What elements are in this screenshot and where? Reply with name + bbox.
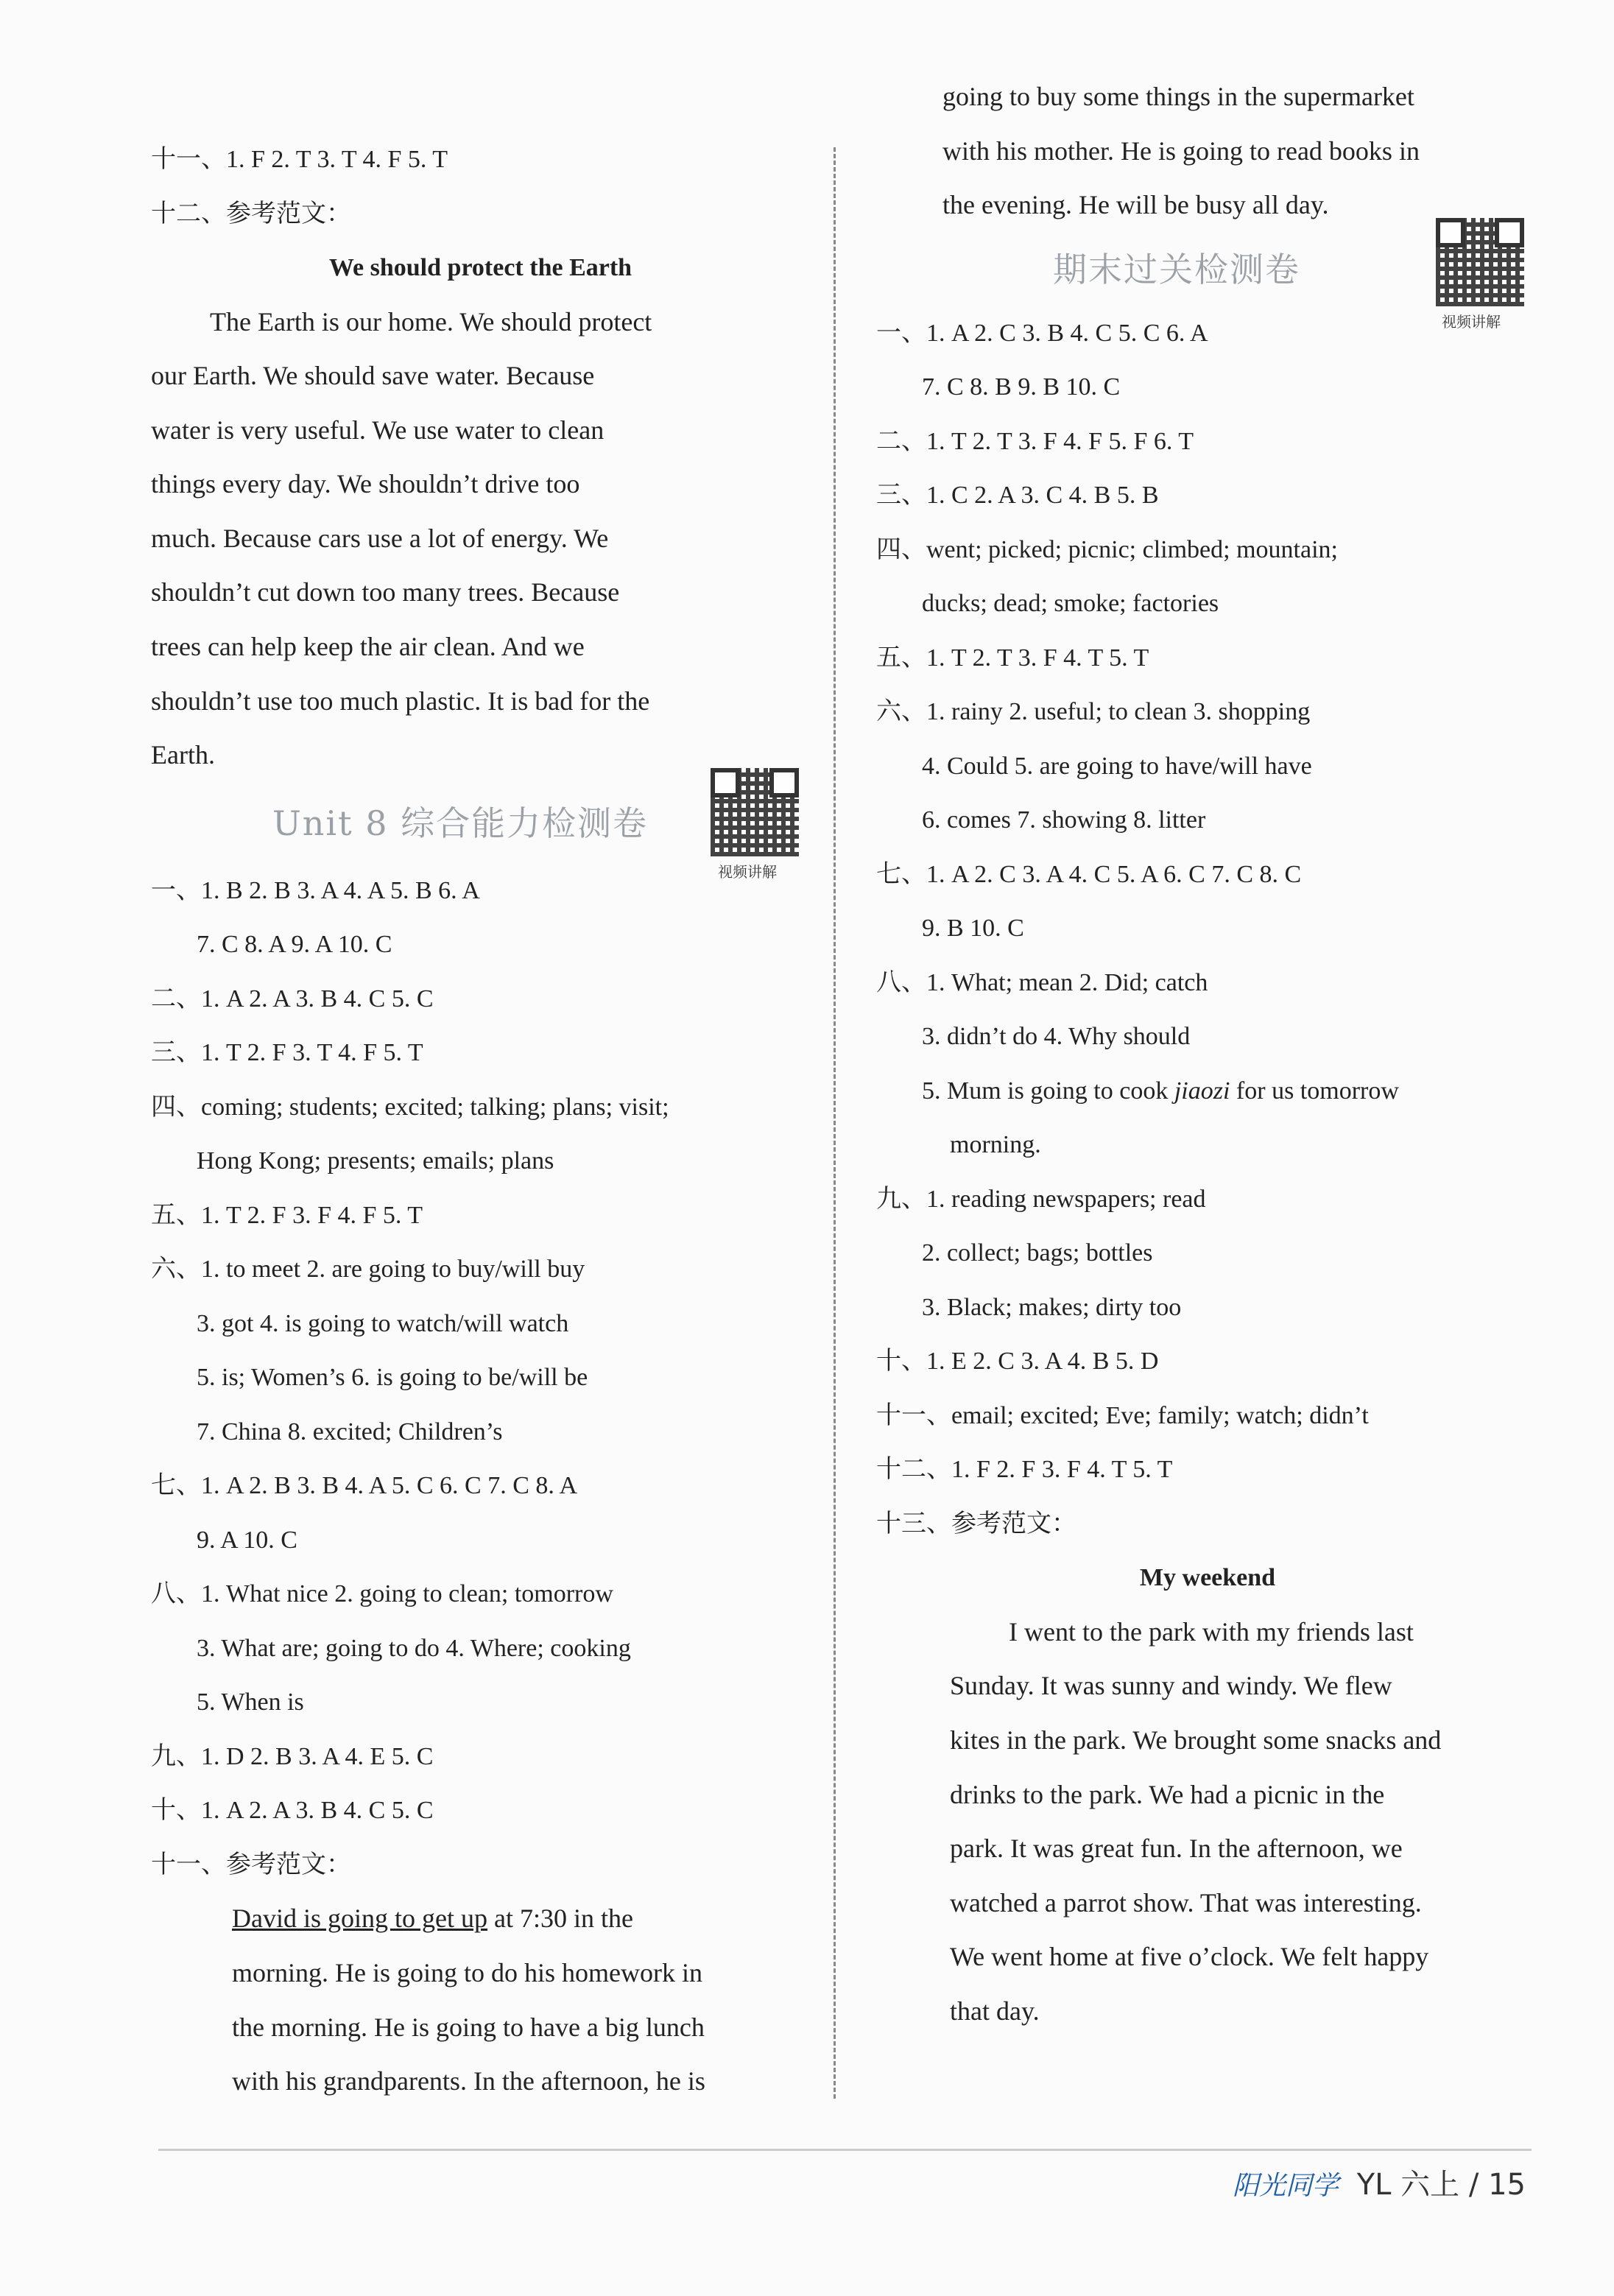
- answer-line: 十一、email; excited; Eve; family; watch; didn’t: [876, 1401, 1369, 1429]
- essay-line: our Earth. We should save water. Because: [151, 361, 595, 391]
- column-divider: [834, 147, 836, 2099]
- answer-line: 3. Black; makes; dirty too: [922, 1293, 1182, 1321]
- qr-label: 视频讲解: [1442, 312, 1501, 331]
- answer-line: 十、1. A 2. A 3. B 4. C 5. C: [151, 1797, 434, 1825]
- qr-label: 视频讲解: [718, 862, 777, 881]
- essay-line: shouldn’t cut down too many trees. Because: [151, 577, 620, 608]
- answer-line: 4. Could 5. are going to have/will have: [922, 752, 1312, 780]
- answer-line: Hong Kong; presents; emails; plans: [197, 1147, 554, 1175]
- answer-line: 7. China 8. excited; Children’s: [197, 1418, 503, 1445]
- answer-line: 5. is; Women’s 6. is going to be/will be: [197, 1364, 588, 1392]
- answer-line: 3. What are; going to do 4. Where; cooking: [197, 1634, 631, 1662]
- answer-line: 5. When is: [197, 1688, 304, 1716]
- essay-line: We went home at five o’clock. We felt happy: [950, 1942, 1429, 1972]
- answer-line: 六、1. rainy 2. useful; to clean 3. shopping: [876, 698, 1311, 726]
- essay-line: much. Because cars use a lot of energy. We: [151, 523, 609, 553]
- essay-line: the evening. He will be busy all day.: [942, 190, 1329, 220]
- answer-line: 九、1. D 2. B 3. A 4. E 5. C: [151, 1742, 434, 1770]
- section-title: Unit 8 综合能力检测卷: [272, 803, 649, 843]
- essay-text: at 7:30 in the: [487, 1904, 633, 1934]
- essay-line: trees can help keep the air clean. And we: [151, 632, 585, 662]
- answer-line: 二、1. A 2. A 3. B 4. C 5. C: [151, 985, 434, 1013]
- essay-line: that day.: [950, 1996, 1040, 2026]
- essay-line: The Earth is our home. We should protect: [210, 306, 652, 337]
- essay-line: shouldn’t use too much plastic. It is bad for the: [151, 686, 650, 716]
- answer-line: 6. comes 7. showing 8. litter: [922, 806, 1206, 834]
- essay-continuation: [876, 70, 1539, 233]
- answer-line: ducks; dead; smoke; factories: [922, 590, 1219, 618]
- qr-code-icon[interactable]: [1436, 218, 1524, 306]
- essay-line: things every day. We shouldn’t drive too: [151, 469, 580, 499]
- essay-line: park. It was great fun. In the afternoon, we: [950, 1834, 1403, 1864]
- essay-line: the morning. He is going to have a big lunch: [232, 2012, 705, 2042]
- answer-line: morning.: [950, 1131, 1041, 1159]
- section-header: [876, 233, 1539, 331]
- essay-line: Sunday. It was sunny and windy. We flew: [950, 1671, 1392, 1701]
- section-title: 期末过关检测卷: [1053, 249, 1300, 289]
- essay-line: with his mother. He is going to read books in: [942, 135, 1420, 166]
- answer-line: 七、1. A 2. B 3. B 4. A 5. C 6. C 7. C 8. A: [151, 1472, 578, 1500]
- answer-line: 四、coming; students; excited; talking; plans; visit;: [151, 1093, 669, 1121]
- right-column: [876, 82, 1539, 2039]
- brand-logo: 阳光同学: [1233, 2171, 1339, 2201]
- answer-line: [876, 1064, 1539, 1119]
- essay-line: [232, 1892, 810, 1946]
- essay-line: Earth.: [151, 740, 215, 770]
- essay-line: going to buy some things in the supermarket: [942, 82, 1414, 111]
- answer-line: 五、1. T 2. F 3. F 4. F 5. T: [151, 1201, 423, 1229]
- answer-line: 7. C 8. B 9. B 10. C: [922, 373, 1121, 401]
- answer-line: 3. didn’t do 4. Why should: [922, 1023, 1191, 1051]
- answer-line: 十一、1. F 2. T 3. T 4. F 5. T: [151, 146, 448, 173]
- answer-line: 五、1. T 2. T 3. F 4. T 5. T: [876, 644, 1149, 672]
- answer-line: 六、1. to meet 2. are going to buy/will buy: [151, 1256, 585, 1283]
- essay-line: morning. He is going to do his homework in: [232, 1957, 702, 1987]
- section-header: [151, 783, 810, 881]
- answer-line: 三、1. C 2. A 3. C 4. B 5. B: [876, 482, 1159, 510]
- answer-line: 四、went; picked; picnic; climbed; mountain;: [876, 535, 1338, 563]
- answer-line: 一、1. B 2. B 3. A 4. A 5. B 6. A: [151, 876, 480, 904]
- essay-paragraph: [151, 1892, 810, 2108]
- footer-rule: [158, 2149, 1532, 2151]
- answer-line: 3. got 4. is going to watch/will watch: [197, 1309, 569, 1337]
- answer-line: 三、1. T 2. F 3. T 4. F 5. T: [151, 1039, 423, 1067]
- answer-line: 九、1. reading newspapers; read: [876, 1185, 1206, 1213]
- essay-title: My weekend: [1139, 1564, 1276, 1592]
- answer-line: 八、1. What; mean 2. Did; catch: [876, 968, 1208, 996]
- answer-line: 八、1. What nice 2. going to clean; tomorrow: [151, 1580, 613, 1608]
- answer-line: 9. A 10. C: [197, 1526, 297, 1554]
- essay-paragraph: [876, 1605, 1539, 2039]
- answer-line: 七、1. A 2. C 3. A 4. C 5. A 6. C 7. C 8. C: [876, 860, 1302, 888]
- essay-heading: 十二、参考范文：: [151, 200, 351, 228]
- essay-line: watched a parrot show. That was interesting.: [950, 1887, 1422, 1918]
- italic-text: jiaozi: [1174, 1077, 1230, 1105]
- essay-line: water is very useful. We use water to clean: [151, 415, 605, 445]
- answer-line: 十二、1. F 2. F 3. F 4. T 5. T: [876, 1456, 1173, 1484]
- essay-line: kites in the park. We brought some snacks and: [950, 1725, 1442, 1755]
- essay-line: drinks to the park. We had a picnic in the: [950, 1779, 1385, 1809]
- essay-heading: 十一、参考范文：: [151, 1850, 351, 1878]
- page-footer: [1233, 2161, 1526, 2203]
- answer-line: 十、1. E 2. C 3. A 4. B 5. D: [876, 1348, 1159, 1376]
- answer-text: for us tomorrow: [1230, 1077, 1399, 1105]
- essay-line: I went to the park with my friends last: [1009, 1616, 1414, 1647]
- answer-line: 7. C 8. A 9. A 10. C: [197, 931, 392, 959]
- essay-paragraph: [151, 295, 810, 783]
- answer-line: 2. collect; bags; bottles: [922, 1239, 1153, 1267]
- essay-title: We should protect the Earth: [328, 254, 632, 281]
- essay-heading: 十三、参考范文：: [876, 1510, 1076, 1538]
- answer-line: 9. B 10. C: [922, 915, 1024, 943]
- left-column: [151, 133, 810, 2109]
- answer-text: 5. Mum is going to cook: [922, 1077, 1174, 1105]
- qr-code-icon[interactable]: [711, 768, 799, 856]
- answer-line: 一、1. A 2. C 3. B 4. C 5. C 6. A: [876, 319, 1208, 347]
- answer-line: 二、1. T 2. T 3. F 4. F 5. F 6. T: [876, 427, 1194, 455]
- essay-line: with his grandparents. In the afternoon, he is: [232, 2066, 705, 2096]
- underlined-text: David is going to get up: [232, 1904, 487, 1934]
- page-code: YL 六上 / 15: [1356, 2168, 1526, 2202]
